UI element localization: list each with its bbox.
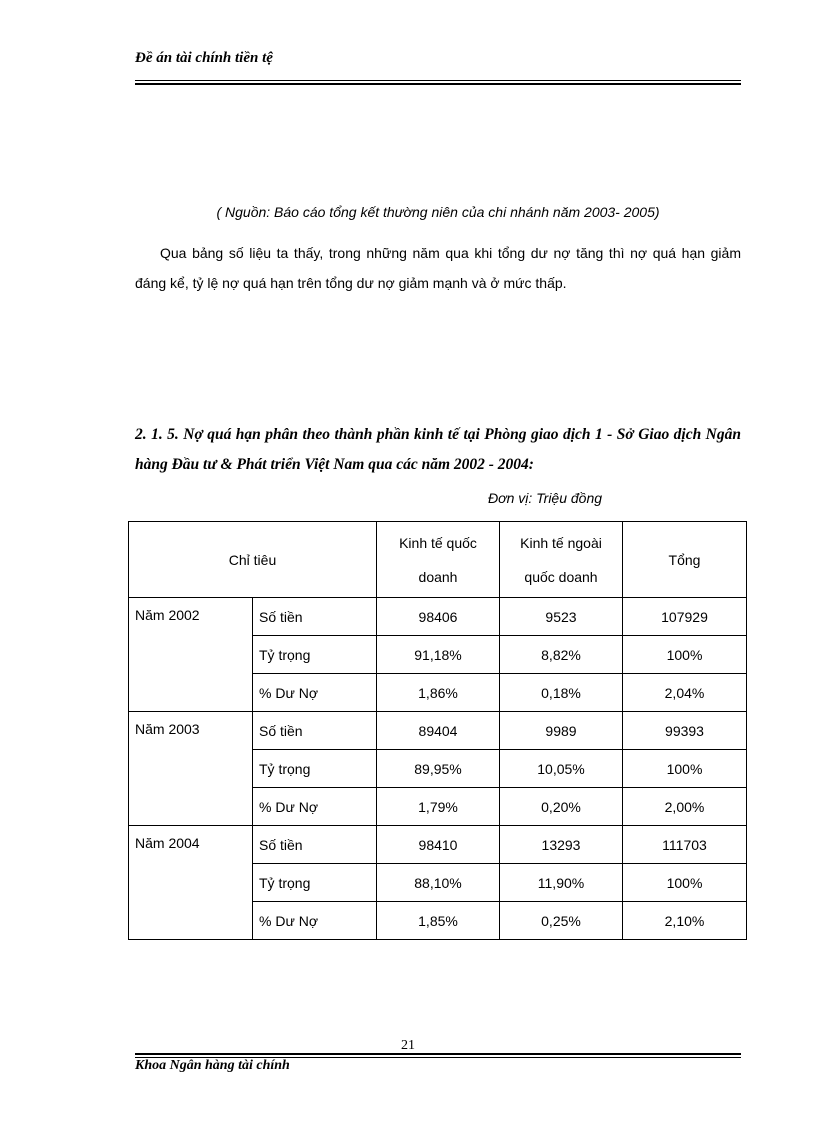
nonstate-value: 0,25%: [500, 902, 623, 940]
row-label: Tỷ trọng: [253, 864, 377, 902]
row-label: % Dư Nợ: [253, 788, 377, 826]
header-rule-bottom: [135, 83, 741, 85]
row-label: Số tiền: [253, 712, 377, 750]
footer-title: Khoa Ngân hàng tài chính: [135, 1058, 290, 1073]
state-value: 1,86%: [377, 674, 500, 712]
state-value: 89,95%: [377, 750, 500, 788]
table-header-row: [129, 522, 747, 598]
row-label: % Dư Nợ: [253, 674, 377, 712]
nonstate-value: 9523: [500, 598, 623, 636]
nonstate-value: 13293: [500, 826, 623, 864]
row-label: % Dư Nợ: [253, 902, 377, 940]
nonstate-value: 10,05%: [500, 750, 623, 788]
total-value: 2,10%: [623, 902, 747, 940]
state-value: 98410: [377, 826, 500, 864]
unit-label: Đơn vị: Triệu đồng: [488, 490, 603, 506]
total-value: 99393: [623, 712, 747, 750]
nonstate-value: 9989: [500, 712, 623, 750]
table-row: [129, 712, 747, 750]
header-state-sector: Kinh tế quốc doanh: [377, 522, 500, 598]
year-cell: Năm 2004: [129, 826, 253, 940]
row-label: Tỷ trọng: [253, 636, 377, 674]
state-value: 88,10%: [377, 864, 500, 902]
state-value: 89404: [377, 712, 500, 750]
header-nonstate-sector: Kinh tế ngoài quốc doanh: [500, 522, 623, 598]
state-value: 1,79%: [377, 788, 500, 826]
year-cell: Năm 2002: [129, 598, 253, 712]
body-paragraph: Qua bảng số liệu ta thấy, trong những năm qua khi tổng dư nợ tăng thì nợ quá hạn giảm đáng kể, tỷ lệ nợ quá hạn trên tổng dư nợ giảm mạnh và ở mức thấp.: [135, 245, 741, 291]
year-cell: Năm 2003: [129, 712, 253, 826]
total-value: 100%: [623, 750, 747, 788]
overdue-debt-table: [128, 521, 747, 940]
header-title: Đề án tài chính tiền tệ: [135, 50, 273, 66]
total-value: 107929: [623, 598, 747, 636]
header-indicator: Chỉ tiêu: [129, 522, 377, 598]
total-value: 100%: [623, 864, 747, 902]
header-total: Tổng: [623, 522, 747, 598]
state-value: 91,18%: [377, 636, 500, 674]
total-value: 100%: [623, 636, 747, 674]
header-rule-top: [135, 80, 741, 81]
footer-rule-top: [135, 1053, 741, 1055]
nonstate-value: 0,20%: [500, 788, 623, 826]
total-value: 2,00%: [623, 788, 747, 826]
row-label: Tỷ trọng: [253, 750, 377, 788]
nonstate-value: 8,82%: [500, 636, 623, 674]
total-value: 2,04%: [623, 674, 747, 712]
source-note: ( Nguồn: Báo cáo tổng kết thường niên của chi nhánh năm 2003- 2005): [216, 204, 660, 220]
nonstate-value: 0,18%: [500, 674, 623, 712]
nonstate-value: 11,90%: [500, 864, 623, 902]
page-number: 21: [401, 1038, 415, 1053]
state-value: 98406: [377, 598, 500, 636]
row-label: Số tiền: [253, 826, 377, 864]
total-value: 111703: [623, 826, 747, 864]
table-row: [129, 598, 747, 636]
row-label: Số tiền: [253, 598, 377, 636]
table-row: [129, 826, 747, 864]
section-heading: 2. 1. 5. Nợ quá hạn phân theo thành phần kinh tế tại Phòng giao dịch 1 - Sở Giao dịch Ngân hàng Đầu tư & Phát triển Việt Nam qua các năm 2002 - 2004:: [135, 426, 741, 473]
state-value: 1,85%: [377, 902, 500, 940]
